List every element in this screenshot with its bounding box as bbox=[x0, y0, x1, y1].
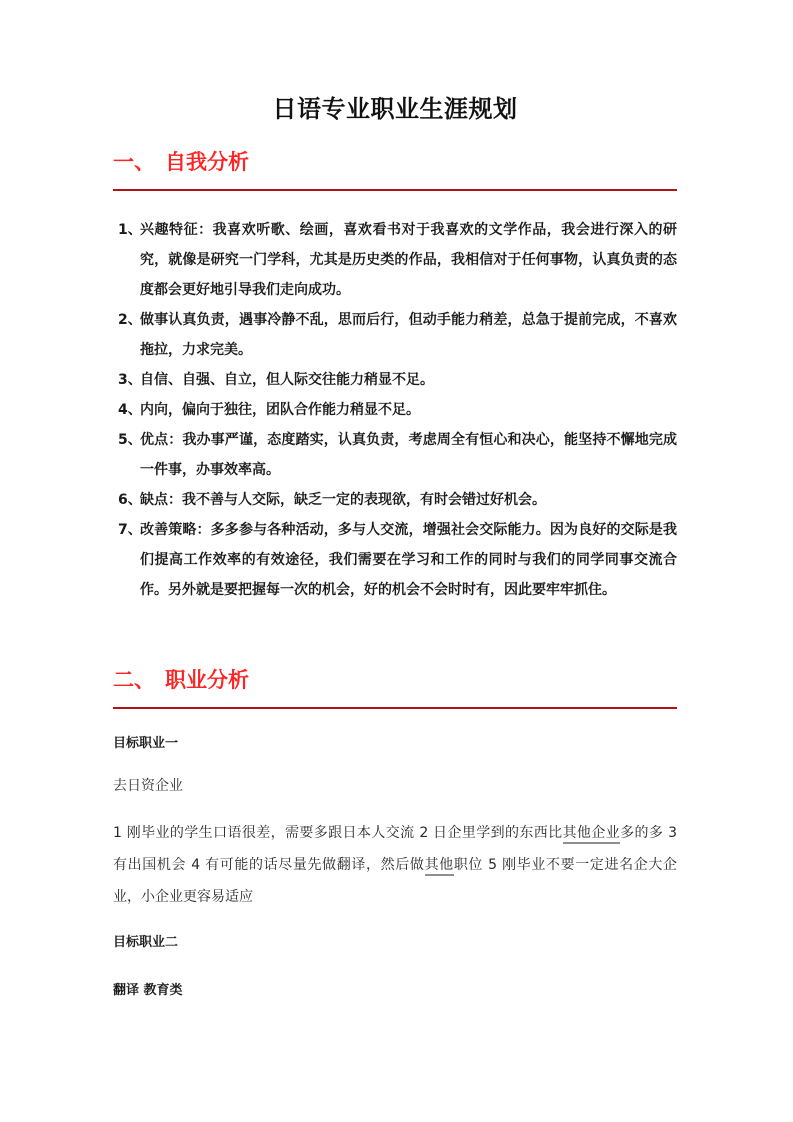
list-item-number: 1、 bbox=[118, 222, 142, 238]
list-item bbox=[113, 485, 677, 515]
list-item-text: 缺点：我不善与人交际，缺乏一定的表现欲，有时会错过好机会。 bbox=[140, 492, 546, 508]
list-item-text: 做事认真负责，遇事冷静不乱，思而后行，但动手能力稍差，总急于提前完成，不喜欢拖拉，力求完美。 bbox=[140, 312, 677, 358]
list-item-number: 6、 bbox=[118, 492, 142, 508]
list-item bbox=[113, 515, 677, 605]
section-divider bbox=[113, 707, 677, 709]
list-item-text: 优点：我办事严谨，态度踏实，认真负责，考虑周全有恒心和决心，能坚持不懈地完成一件事，办事效率高。 bbox=[140, 432, 677, 478]
list-item-text: 内向，偏向于独往，团队合作能力稍显不足。 bbox=[140, 402, 420, 418]
list-item bbox=[113, 395, 677, 425]
notes-text: 多的多 3 有出国机会 4 有可能的话尽量先做翻译，然后做 bbox=[113, 825, 677, 873]
list-item bbox=[113, 305, 677, 365]
proofing-underlined-text: 其他 bbox=[425, 857, 454, 876]
section-heading-career-analysis bbox=[113, 667, 677, 694]
list-item-number: 4、 bbox=[118, 402, 142, 418]
target-job-1-heading: 目标职业一 bbox=[113, 736, 179, 751]
section-number: 二、 bbox=[113, 668, 155, 692]
list-item-text: 兴趣特征：我喜欢听歌、绘画，喜欢看书对于我喜欢的文学作品，我会进行深入的研究，就像是研究一门学科，尤其是历史类的作品，我相信对于任何事物，认真负责的态度都会更好地引导我们走向成功。 bbox=[140, 222, 677, 298]
target-job-1-name: 去日资企业 bbox=[113, 778, 183, 794]
target-job-2-heading: 目标职业二 bbox=[113, 935, 179, 950]
notes-text: 职位 5 刚毕业不要一定进名企大企业，小企业更容易适应 bbox=[113, 857, 677, 905]
self-analysis-list bbox=[113, 215, 677, 605]
list-item-number: 3、 bbox=[118, 372, 142, 388]
section-title: 职业分析 bbox=[165, 668, 249, 692]
list-item-number: 7、 bbox=[118, 522, 142, 538]
section-number: 一、 bbox=[113, 150, 155, 174]
list-item-text: 改善策略：多多参与各种活动，多与人交流，增强社会交际能力。因为良好的交际是我们提高工作效率的有效途径，我们需要在学习和工作的同时与我们的同学同事交流合作。另外就是要把握每一次的机会，好的机会不会时时有，因此要牢牢抓住。 bbox=[140, 522, 677, 598]
section-divider bbox=[113, 189, 677, 191]
list-item bbox=[113, 365, 677, 395]
section-heading-self-analysis bbox=[113, 149, 677, 176]
list-item-number: 2、 bbox=[118, 312, 142, 328]
notes-text: 1 刚毕业的学生口语很差，需要多跟日本人交流 2 日企里学到的东西比 bbox=[113, 825, 563, 841]
page-title: 日语专业职业生涯规划 bbox=[272, 95, 518, 123]
list-item-number: 5、 bbox=[118, 432, 142, 448]
list-item bbox=[113, 425, 677, 485]
list-item bbox=[113, 215, 677, 305]
target-job-2-name: 翻译 教育类 bbox=[113, 983, 183, 998]
target-job-1-notes bbox=[113, 817, 677, 913]
section-title: 自我分析 bbox=[165, 150, 249, 174]
list-item-text: 自信、自强、自立，但人际交往能力稍显不足。 bbox=[140, 372, 434, 388]
proofing-underlined-text: 其他企业 bbox=[563, 825, 621, 844]
